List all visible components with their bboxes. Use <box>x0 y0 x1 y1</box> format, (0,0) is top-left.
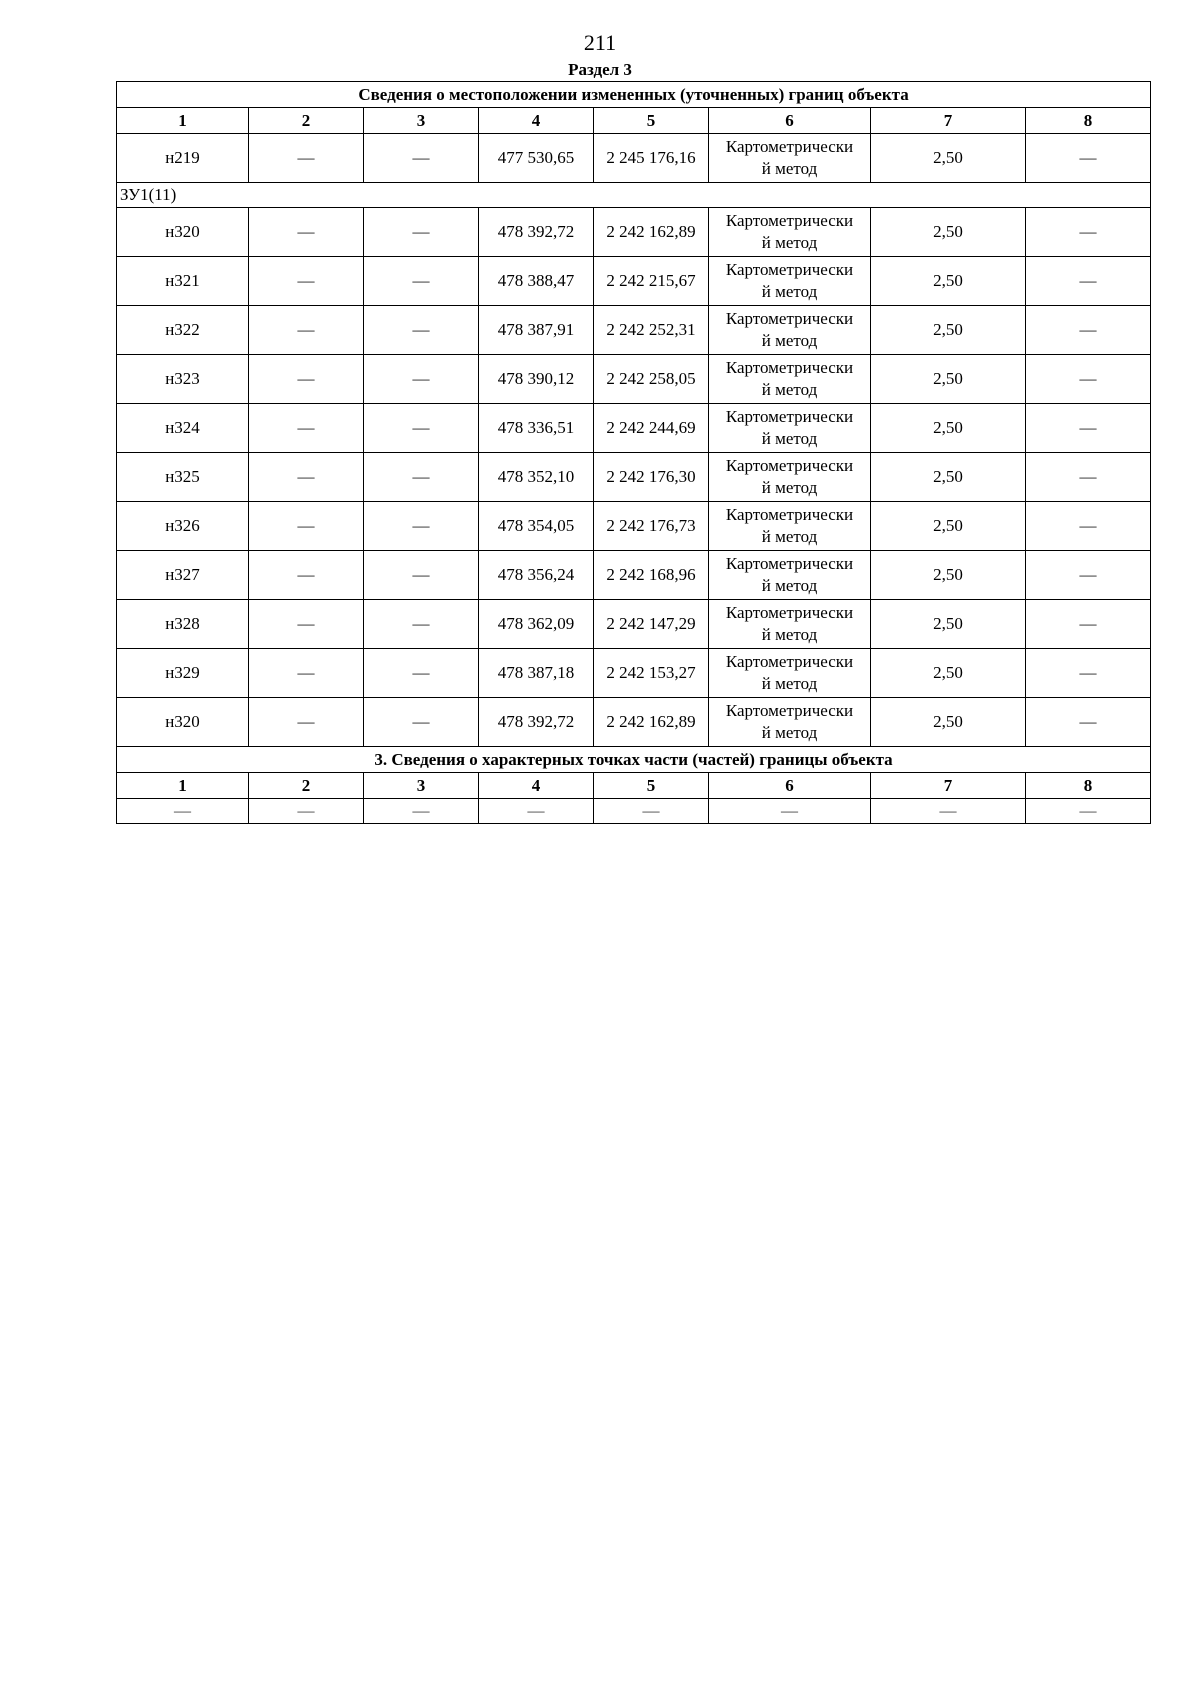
point-id-cell: н325 <box>117 453 249 502</box>
x-coordinate-cell: 478 362,09 <box>479 600 594 649</box>
method-cell <box>709 502 871 551</box>
table-row <box>117 208 1151 257</box>
method-line: Картометрически <box>725 701 854 720</box>
point-id-cell: н321 <box>117 257 249 306</box>
y-coordinate-cell: 2 242 153,27 <box>594 649 709 698</box>
column-number: 3 <box>364 108 479 134</box>
column-number: 8 <box>1026 108 1151 134</box>
empty-value-cell: — <box>1026 502 1151 551</box>
column-number: 5 <box>594 773 709 799</box>
column-number-row <box>117 108 1151 134</box>
column-number: 2 <box>249 108 364 134</box>
y-coordinate-cell: 2 242 147,29 <box>594 600 709 649</box>
accuracy-cell: 2,50 <box>871 257 1026 306</box>
table-row <box>117 698 1151 747</box>
empty-value-cell: — <box>249 355 364 404</box>
method-line: Картометрически <box>725 603 854 622</box>
section-title: Раздел 3 <box>568 60 632 79</box>
empty-value-cell: — <box>364 355 479 404</box>
point-id-cell: н219 <box>117 134 249 183</box>
accuracy-cell: 2,50 <box>871 600 1026 649</box>
empty-value-cell: — <box>364 799 479 824</box>
table-row <box>117 551 1151 600</box>
column-number: 6 <box>709 108 871 134</box>
point-id-cell: н320 <box>117 208 249 257</box>
empty-value-cell: — <box>1026 134 1151 183</box>
empty-value-cell: — <box>1026 453 1151 502</box>
empty-value-cell: — <box>364 649 479 698</box>
method-line: й метод <box>761 625 818 644</box>
page-number: 211 <box>583 30 617 55</box>
method-line: й метод <box>761 429 818 448</box>
empty-value-cell: — <box>364 453 479 502</box>
accuracy-cell: 2,50 <box>871 306 1026 355</box>
method-cell <box>709 257 871 306</box>
method-line: й метод <box>761 331 818 350</box>
point-id-cell: н323 <box>117 355 249 404</box>
part-empty-row <box>117 799 1151 824</box>
empty-value-cell: — <box>364 306 479 355</box>
column-number: 5 <box>594 108 709 134</box>
x-coordinate-cell: 478 352,10 <box>479 453 594 502</box>
method-line: Картометрически <box>725 407 854 426</box>
method-line: й метод <box>761 380 818 399</box>
x-coordinate-cell: 478 354,05 <box>479 502 594 551</box>
method-line: й метод <box>761 478 818 497</box>
column-number: 6 <box>709 773 871 799</box>
empty-value-cell: — <box>709 799 871 824</box>
table-row <box>117 134 1151 183</box>
empty-value-cell: — <box>249 551 364 600</box>
accuracy-cell: 2,50 <box>871 698 1026 747</box>
method-cell <box>709 551 871 600</box>
method-line: Картометрически <box>725 309 854 328</box>
empty-value-cell: — <box>117 799 249 824</box>
empty-value-cell: — <box>364 134 479 183</box>
accuracy-cell: 2,50 <box>871 404 1026 453</box>
empty-value-cell: — <box>249 502 364 551</box>
empty-value-cell: — <box>1026 649 1151 698</box>
y-coordinate-cell: 2 242 162,89 <box>594 208 709 257</box>
method-cell <box>709 306 871 355</box>
accuracy-cell: 2,50 <box>871 453 1026 502</box>
method-line: Картометрически <box>725 456 854 475</box>
method-cell <box>709 698 871 747</box>
point-id-cell: н324 <box>117 404 249 453</box>
method-cell <box>709 600 871 649</box>
empty-value-cell: — <box>1026 306 1151 355</box>
y-coordinate-cell: 2 242 258,05 <box>594 355 709 404</box>
empty-value-cell: — <box>364 257 479 306</box>
column-number: 3 <box>364 773 479 799</box>
x-coordinate-cell: 478 387,91 <box>479 306 594 355</box>
accuracy-cell: 2,50 <box>871 502 1026 551</box>
empty-value-cell: — <box>364 404 479 453</box>
table-row <box>117 404 1151 453</box>
empty-value-cell: — <box>1026 551 1151 600</box>
point-id-cell: н326 <box>117 502 249 551</box>
empty-value-cell: — <box>364 208 479 257</box>
method-line: й метод <box>761 723 818 742</box>
method-cell <box>709 404 871 453</box>
method-cell <box>709 134 871 183</box>
empty-value-cell: — <box>1026 600 1151 649</box>
y-coordinate-cell: 2 242 168,96 <box>594 551 709 600</box>
empty-value-cell: — <box>249 698 364 747</box>
method-line: й метод <box>761 282 818 301</box>
empty-value-cell: — <box>364 600 479 649</box>
empty-value-cell: — <box>871 799 1026 824</box>
method-line: Картометрически <box>725 505 854 524</box>
table-row <box>117 355 1151 404</box>
x-coordinate-cell: 478 356,24 <box>479 551 594 600</box>
x-coordinate-cell: 478 336,51 <box>479 404 594 453</box>
y-coordinate-cell: 2 242 176,30 <box>594 453 709 502</box>
group-row <box>117 183 1151 208</box>
table-row <box>117 257 1151 306</box>
boundary-table <box>116 81 1151 824</box>
table-row <box>117 306 1151 355</box>
empty-value-cell: — <box>364 551 479 600</box>
table-row <box>117 649 1151 698</box>
empty-value-cell: — <box>249 404 364 453</box>
x-coordinate-cell: 478 390,12 <box>479 355 594 404</box>
point-id-cell: н327 <box>117 551 249 600</box>
empty-value-cell: — <box>1026 698 1151 747</box>
y-coordinate-cell: 2 242 176,73 <box>594 502 709 551</box>
part-column-number-row <box>117 773 1151 799</box>
empty-value-cell: — <box>1026 799 1151 824</box>
empty-value-cell: — <box>249 306 364 355</box>
method-line: Картометрически <box>725 260 854 279</box>
method-cell <box>709 453 871 502</box>
method-cell <box>709 649 871 698</box>
method-line: Картометрически <box>725 652 854 671</box>
part-title-row <box>117 747 1151 773</box>
method-line: й метод <box>761 159 818 178</box>
x-coordinate-cell: 478 392,72 <box>479 208 594 257</box>
method-line: Картометрически <box>725 137 854 156</box>
empty-value-cell: — <box>249 257 364 306</box>
table-body <box>117 82 1151 824</box>
table-row <box>117 453 1151 502</box>
empty-value-cell: — <box>249 799 364 824</box>
column-number: 7 <box>871 773 1026 799</box>
y-coordinate-cell: 2 242 244,69 <box>594 404 709 453</box>
method-line: Картометрически <box>725 211 854 230</box>
method-line: Картометрически <box>725 358 854 377</box>
column-number: 2 <box>249 773 364 799</box>
empty-value-cell: — <box>364 698 479 747</box>
accuracy-cell: 2,50 <box>871 208 1026 257</box>
method-cell <box>709 355 871 404</box>
point-id-cell: н328 <box>117 600 249 649</box>
empty-value-cell: — <box>1026 404 1151 453</box>
x-coordinate-cell: 478 388,47 <box>479 257 594 306</box>
group-label: ЗУ1(11) <box>117 183 1151 208</box>
empty-value-cell: — <box>249 208 364 257</box>
accuracy-cell: 2,50 <box>871 551 1026 600</box>
y-coordinate-cell: 2 242 252,31 <box>594 306 709 355</box>
point-id-cell: н320 <box>117 698 249 747</box>
x-coordinate-cell: 477 530,65 <box>479 134 594 183</box>
empty-value-cell: — <box>1026 355 1151 404</box>
empty-value-cell: — <box>1026 208 1151 257</box>
empty-value-cell: — <box>249 134 364 183</box>
method-line: й метод <box>761 233 818 252</box>
y-coordinate-cell: 2 245 176,16 <box>594 134 709 183</box>
method-line: й метод <box>761 527 818 546</box>
table-title: Сведения о местоположении измененных (уточненных) границ объекта <box>117 82 1151 108</box>
accuracy-cell: 2,50 <box>871 134 1026 183</box>
table-title-row <box>117 82 1151 108</box>
column-number: 8 <box>1026 773 1151 799</box>
empty-value-cell: — <box>249 649 364 698</box>
empty-value-cell: — <box>364 502 479 551</box>
empty-value-cell: — <box>249 600 364 649</box>
empty-value-cell: — <box>1026 257 1151 306</box>
method-line: й метод <box>761 674 818 693</box>
empty-value-cell: — <box>594 799 709 824</box>
empty-value-cell: — <box>479 799 594 824</box>
accuracy-cell: 2,50 <box>871 649 1026 698</box>
column-number: 1 <box>117 773 249 799</box>
table-row <box>117 600 1151 649</box>
y-coordinate-cell: 2 242 162,89 <box>594 698 709 747</box>
table-row <box>117 502 1151 551</box>
column-number: 4 <box>479 108 594 134</box>
method-line: й метод <box>761 576 818 595</box>
empty-value-cell: — <box>249 453 364 502</box>
column-number: 1 <box>117 108 249 134</box>
method-line: Картометрически <box>725 554 854 573</box>
x-coordinate-cell: 478 392,72 <box>479 698 594 747</box>
column-number: 7 <box>871 108 1026 134</box>
method-cell <box>709 208 871 257</box>
point-id-cell: н322 <box>117 306 249 355</box>
y-coordinate-cell: 2 242 215,67 <box>594 257 709 306</box>
x-coordinate-cell: 478 387,18 <box>479 649 594 698</box>
part-title: 3. Сведения о характерных точках части (частей) границы объекта <box>117 747 1151 773</box>
accuracy-cell: 2,50 <box>871 355 1026 404</box>
point-id-cell: н329 <box>117 649 249 698</box>
column-number: 4 <box>479 773 594 799</box>
